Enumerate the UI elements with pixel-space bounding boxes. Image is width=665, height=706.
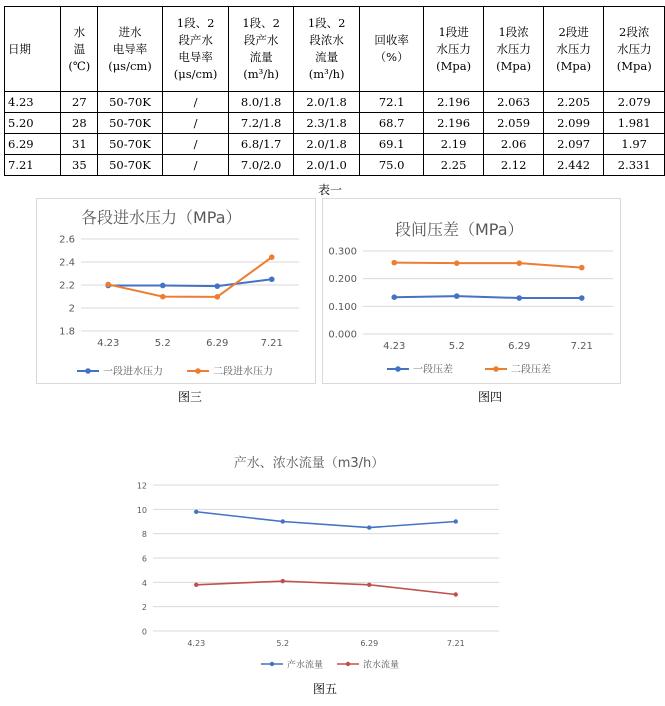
y-tick-label: 4 <box>141 578 147 588</box>
table-cell: 35 <box>61 155 98 176</box>
table-cell: 2.3/1.8 <box>293 113 360 134</box>
x-tick-label: 5.2 <box>276 639 290 648</box>
y-tick-label: 2 <box>141 603 147 613</box>
table-cell: 50-70K <box>98 113 163 134</box>
table-header-line: 2段浓 <box>619 24 650 39</box>
x-tick-label: 5.2 <box>154 338 171 349</box>
data-point <box>160 283 166 289</box>
table-header-row <box>5 7 665 92</box>
data-point <box>454 293 460 299</box>
series-line-2 <box>394 263 582 268</box>
table-header-line: 流量 <box>249 50 273 64</box>
data-point <box>281 579 285 583</box>
table-cell: 2.0/1.8 <box>293 92 360 113</box>
table-header-line: 2段进 <box>558 24 589 39</box>
table-header-line: （%） <box>374 50 409 64</box>
data-point <box>367 525 371 529</box>
legend-label: 一段压差 <box>413 364 453 376</box>
data-point <box>579 265 585 271</box>
series-line-2 <box>196 581 456 594</box>
table-header-line: 日期 <box>8 41 31 56</box>
data-point <box>579 295 585 301</box>
chart-4-box <box>322 198 621 384</box>
table-header-cell <box>61 7 98 92</box>
data-point <box>194 510 198 514</box>
x-tick-label: 6.29 <box>508 341 531 352</box>
table-cell: 7.21 <box>5 155 61 176</box>
table-cell: 50-70K <box>98 92 163 113</box>
x-tick-label: 4.23 <box>383 341 406 352</box>
table-cell: 7.0/2.0 <box>229 155 294 176</box>
table-header-line: (Mpa) <box>496 58 532 73</box>
table-header-line: (μs/cm) <box>108 58 152 73</box>
data-point <box>105 282 111 288</box>
legend-label: 二段压差 <box>511 364 551 376</box>
table-cell: 2.196 <box>423 113 484 134</box>
table-header-cell <box>5 7 61 92</box>
y-tick-label: 12 <box>136 481 147 491</box>
table-row <box>5 155 665 176</box>
table-header-cell <box>423 7 484 92</box>
data-point <box>516 295 522 301</box>
table-header-line: 1段、2 <box>176 16 215 30</box>
chart-3-caption: 图三 <box>177 390 202 404</box>
table-header-line: 1段、2 <box>242 16 280 30</box>
table-cell: 69.1 <box>360 134 423 155</box>
table-cell: 2.205 <box>543 92 604 113</box>
table-header-line: 流量 <box>315 50 339 64</box>
data-point <box>281 519 285 523</box>
data-point <box>194 583 198 587</box>
data-point <box>269 254 275 260</box>
series-line-1 <box>394 296 582 298</box>
data-point <box>454 592 458 596</box>
chart-inlet-pressure <box>37 199 315 383</box>
table-header-line: 1段、2 <box>307 16 346 30</box>
table-header-cell <box>484 7 544 92</box>
table-header-line: 电导率 <box>178 50 213 64</box>
legend-marker <box>493 366 499 372</box>
chart-title: 产水、浓水流量（m3/h） <box>233 456 385 471</box>
table-header-line: (Mpa) <box>616 58 652 73</box>
table-header-line: (m³/h) <box>308 67 345 81</box>
table-header-line: (Mpa) <box>436 58 472 73</box>
table-cell: / <box>162 92 229 113</box>
table-header-line: 回收率 <box>374 33 409 47</box>
table-cell: 8.0/1.8 <box>229 92 294 113</box>
x-tick-label: 7.21 <box>260 338 283 349</box>
chart-title: 段间压差（MPa） <box>395 220 524 239</box>
y-tick-label: 2.2 <box>59 280 75 292</box>
table-header-line: 水压力 <box>496 41 531 56</box>
table-cell: 6.29 <box>5 134 61 155</box>
table-cell: 2.0/1.0 <box>293 155 360 176</box>
table-cell: 50-70K <box>98 155 163 176</box>
table-header-line: 水 <box>73 24 86 39</box>
table-cell: 7.2/1.8 <box>229 113 294 134</box>
y-tick-label: 1.8 <box>59 326 75 338</box>
table-header-line: 1段进 <box>438 24 469 39</box>
data-point <box>391 294 397 300</box>
table-header-line: (Mpa) <box>556 58 592 73</box>
table-header-cell <box>360 7 423 92</box>
table-header-cell <box>162 7 229 92</box>
table-cell: 2.059 <box>484 113 544 134</box>
legend-label: 产水流量 <box>287 660 324 671</box>
table-header-cell <box>98 7 163 92</box>
table-cell: 2.079 <box>604 92 665 113</box>
data-table <box>4 6 665 176</box>
table-cell: 2.099 <box>543 113 604 134</box>
table-cell: 1.97 <box>604 134 665 155</box>
table-cell: 2.063 <box>484 92 544 113</box>
x-tick-label: 7.21 <box>570 341 593 352</box>
table-cell: 27 <box>61 92 98 113</box>
table-header-line: 段浓水 <box>309 33 344 47</box>
table-cell: 5.20 <box>5 113 61 134</box>
data-point <box>214 283 220 289</box>
table-body <box>5 92 665 176</box>
table-cell: 2.19 <box>423 134 484 155</box>
chart-3-box <box>36 198 316 384</box>
table-header-line: 进水 <box>118 24 142 39</box>
table-row <box>5 134 665 155</box>
legend-marker <box>270 662 274 666</box>
chart-4-caption: 图四 <box>477 390 502 404</box>
y-tick-label: 2.6 <box>59 234 75 246</box>
x-tick-label: 7.21 <box>446 639 465 648</box>
y-tick-label: 2.4 <box>59 257 75 269</box>
table-cell: 2.0/1.8 <box>293 134 360 155</box>
table-header-line: 水压力 <box>436 41 471 56</box>
chart-pressure-diff <box>323 199 620 383</box>
data-point <box>214 294 220 300</box>
data-point <box>367 583 371 587</box>
table-header-line: 水压力 <box>616 41 652 56</box>
legend-label: 二段进水压力 <box>213 366 273 378</box>
table-cell: 2.06 <box>484 134 544 155</box>
table-cell: / <box>162 155 229 176</box>
table-header-line: (m³/h) <box>243 67 280 81</box>
data-point <box>391 260 397 266</box>
table-cell: 72.1 <box>360 92 423 113</box>
x-tick-label: 5.2 <box>448 341 465 352</box>
table-header-line: 1段浓 <box>498 24 529 39</box>
table-cell: 75.0 <box>360 155 423 176</box>
legend-marker <box>85 368 91 374</box>
table-header-line: 温 <box>73 41 86 56</box>
table-header-line: 段产水 <box>178 33 213 47</box>
legend-marker <box>346 662 350 666</box>
y-tick-label: 10 <box>136 505 147 515</box>
table-header-line: 电导率 <box>112 41 148 56</box>
table-cell: / <box>162 134 229 155</box>
table-cell: 50-70K <box>98 134 163 155</box>
x-tick-label: 6.29 <box>206 338 229 349</box>
data-point <box>454 260 460 266</box>
data-point <box>516 260 522 266</box>
y-tick-label: 2 <box>68 303 75 315</box>
table-cell: 1.981 <box>604 113 665 134</box>
legend-label: 一段进水压力 <box>103 366 163 378</box>
table-cell: 2.331 <box>604 155 665 176</box>
table-cell: 2.25 <box>423 155 484 176</box>
y-tick-label: 0.200 <box>328 274 357 286</box>
table-cell: 2.12 <box>484 155 544 176</box>
table-header-cell <box>229 7 294 92</box>
x-tick-label: 4.23 <box>97 338 120 349</box>
legend-label: 浓水流量 <box>363 660 400 671</box>
data-point <box>269 276 275 282</box>
y-tick-label: 0.000 <box>328 329 357 341</box>
table-header-line: (μs/cm) <box>173 67 218 81</box>
chart-5-box <box>122 442 510 676</box>
series-line-2 <box>108 257 272 297</box>
table-cell: 68.7 <box>360 113 423 134</box>
table-header-line: (℃) <box>68 58 91 73</box>
table-header-cell <box>604 7 665 92</box>
table-cell: 2.442 <box>543 155 604 176</box>
legend-marker <box>395 366 401 372</box>
data-point <box>454 519 458 523</box>
y-tick-label: 0.100 <box>328 301 357 313</box>
table-caption: 表一 <box>317 183 342 197</box>
chart-title: 各段进水压力（MPa） <box>81 208 242 227</box>
table-header-line: 段产水 <box>243 33 279 47</box>
table-header-line: 水压力 <box>556 41 591 56</box>
chart-5-caption: 图五 <box>312 682 337 696</box>
legend-marker <box>195 368 201 374</box>
y-tick-label: 6 <box>141 554 147 564</box>
y-tick-label: 0.300 <box>328 246 357 258</box>
table-row <box>5 113 665 134</box>
table-row <box>5 92 665 113</box>
data-point <box>160 294 166 300</box>
series-line-1 <box>196 512 456 528</box>
x-tick-label: 6.29 <box>360 639 379 648</box>
y-tick-label: 0 <box>141 627 147 637</box>
table-header-cell <box>293 7 360 92</box>
x-tick-label: 4.23 <box>187 639 206 648</box>
y-tick-label: 8 <box>141 530 147 540</box>
table-cell: 31 <box>61 134 98 155</box>
table-cell: 4.23 <box>5 92 61 113</box>
table-cell: / <box>162 113 229 134</box>
table-header-cell <box>543 7 604 92</box>
table-cell: 28 <box>61 113 98 134</box>
table-cell: 6.8/1.7 <box>229 134 294 155</box>
table-cell: 2.097 <box>543 134 604 155</box>
table-cell: 2.196 <box>423 92 484 113</box>
chart-flow <box>123 443 509 675</box>
